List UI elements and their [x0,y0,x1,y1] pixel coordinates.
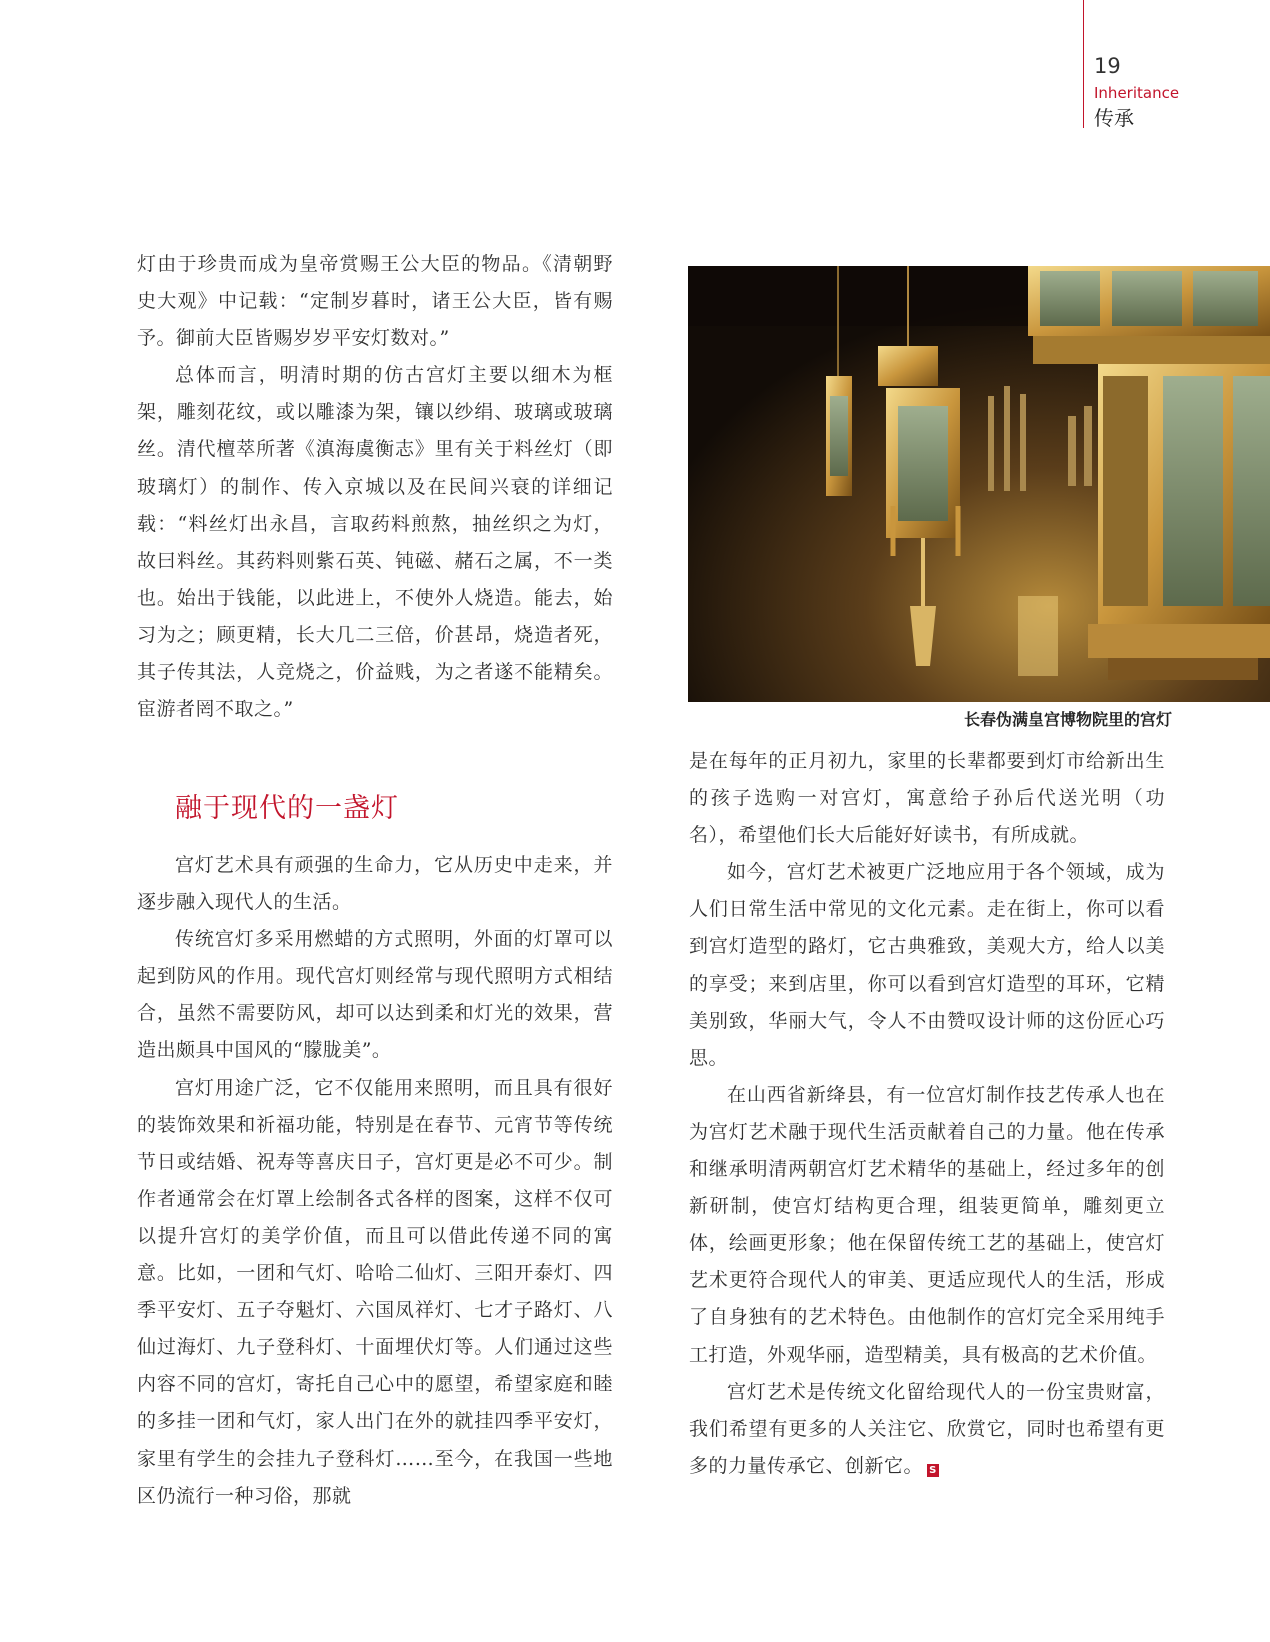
left-column-top [137,246,613,728]
paragraph [689,1374,1165,1485]
paragraph: 灯由于珍贵而成为皇帝赏赐王公大臣的物品。《清朝野史大观》中记载：“定制岁暮时，诸王公大臣，皆有赐予。御前大臣皆赐岁岁平安灯数对。” [137,253,613,350]
paragraph: 宫灯用途广泛，它不仅能用来照明，而且具有很好的装饰效果和祈福功能，特别是在春节、元宵节等传统节日或结婚、祝寿等喜庆日子，宫灯更是必不可少。制作者通常会在灯罩上绘制各式各样的图案，这样不仅可以提升宫灯的美学价值，而且可以借此传递不同的寓意。比如，一团和气灯、哈哈二仙灯、三阳开泰灯、四季平安灯、五子夺魁灯、六国凤祥灯、七才子路灯、八仙过海灯、九子登科灯、十面埋伏灯等。人们通过这些内容不同的宫灯，寄托自己心中的愿望，希望家庭和睦的多挂一团和气灯，家人出门在外的就挂四季平安灯，家里有学生的会挂九子登科灯……至今，在我国一些地区仍流行一种习俗，那就 [137,1076,613,1507]
header-divider [1083,0,1084,128]
article-end-mark: S [927,1464,939,1477]
section-heading: 融于现代的一盏灯 [175,793,399,824]
paragraph: 传统宫灯多采用燃蜡的方式照明，外面的灯罩可以起到防风的作用。现代宫灯则经常与现代照明方式相结合，虽然不需要防风，却可以达到柔和灯光的效果，营造出颇具中国风的“朦胧美”。 [137,928,613,1062]
right-column [689,743,1165,1485]
paragraph: 是在每年的正月初九，家里的长辈都要到灯市给新出生的孩子选购一对宫灯，寓意给子孙后代送光明（功名），希望他们长大后能好好读书，有所成就。 [689,750,1165,847]
section-title-en: Inheritance [1094,84,1180,102]
palace-lantern-photo [688,266,1270,702]
paragraph: 在山西省新绛县，有一位宫灯制作技艺传承人也在为宫灯艺术融于现代生活贡献着自己的力量。他在传承和继承明清两朝宫灯艺术精华的基础上，经过多年的创新研制，使宫灯结构更合理，组装更简单，雕刻更立体，绘画更形象；他在保留传统工艺的基础上，使宫灯艺术更符合现代人的审美、更适应现代人的生活，形成了自身独有的艺术特色。由他制作的宫灯完全采用纯手工打造，外观华丽，造型精美，具有极高的艺术价值。 [689,1083,1165,1366]
paragraph-text: 宫灯艺术是传统文化留给现代人的一份宝贵财富，我们希望有更多的人关注它、欣赏它，同时也希望有更多的力量传承它、创新它。 [689,1380,1165,1477]
paragraph: 宫灯艺术具有顽强的生命力，它从历史中走来，并逐步融入现代人的生活。 [137,854,613,914]
section-title-zh: 传承 [1094,106,1134,130]
page-number: 19 [1094,54,1121,78]
left-column-bottom [137,847,613,1515]
paragraph: 如今，宫灯艺术被更广泛地应用于各个领域，成为人们日常生活中常见的文化元素。走在街上，你可以看到宫灯造型的路灯，它古典雅致，美观大方，给人以美的享受；来到店里，你可以看到宫灯造型的耳环，它精美别致，华丽大气，令人不由赞叹设计师的这份匠心巧思。 [689,861,1165,1069]
photo-caption: 长春伪满皇宫博物院里的宫灯 [963,710,1172,729]
paragraph: 总体而言，明清时期的仿古宫灯主要以细木为框架，雕刻花纹，或以雕漆为架，镶以纱绢、玻璃或玻璃丝。清代檀萃所著《滇海虞衡志》里有关于料丝灯（即玻璃灯）的制作、传入京城以及在民间兴衰的详细记载：“料丝灯出永昌，言取药料煎熬，抽丝织之为灯，故曰料丝。其药料则紫石英、钝磁、赭石之属，不一类也。始出于钱能，以此进上，不使外人烧造。能去，始习为之；顾更精，长大几二三倍，价甚昂，烧造者死，其子传其法，人竞烧之，价益贱，为之者遂不能精矣。宦游者罔不取之。” [137,364,613,721]
